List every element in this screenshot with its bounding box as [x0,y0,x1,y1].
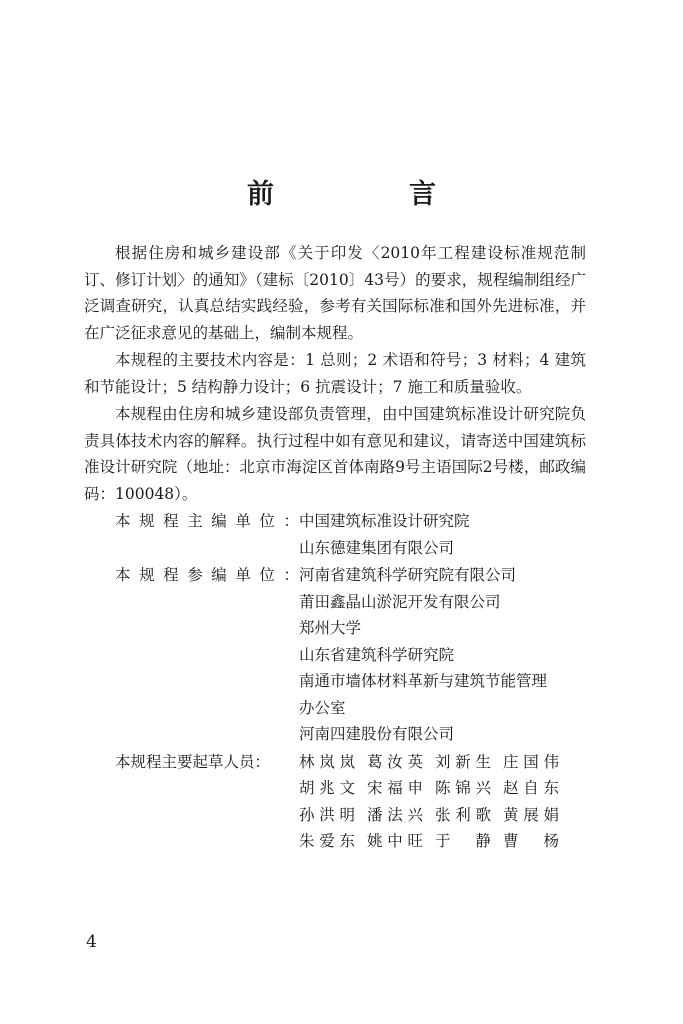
participant-unit: 河南四建股份有限公司 [299,725,455,743]
chief-editor-unit: 中国建筑标准设计研究院 [299,512,470,530]
drafters-label: 本规程主要起草人员： [115,752,271,771]
drafter-name: 宋福申 [367,779,423,797]
participants-block [84,562,586,748]
drafter-name: 姚中旺 [367,832,423,850]
drafter-name: 孙洪明 [299,805,355,824]
drafter-name: 胡兆文 [299,779,355,797]
drafters-list [299,749,571,855]
chief-editor-unit: 山东德建集团有限公司 [299,538,455,557]
participants-list [299,562,586,748]
drafter-name: 葛汝英 [367,752,423,771]
drafter-name: 于 静 [435,832,491,850]
drafter-name: 庄国伟 [503,752,559,771]
chief-editors-block [84,508,586,561]
chief-editors-label: 本规程主编单位： [115,512,299,530]
drafters-block [84,749,586,855]
drafter-name: 林岚岚 [299,752,355,771]
drafter-name: 黄展娟 [503,805,559,824]
participant-unit: 南通市墙体材料革新与建筑节能管理 [299,672,548,690]
participant-unit: 河南省建筑科学研究院有限公司 [299,566,517,584]
paragraph-contents: 本规程的主要技术内容是：1 总则；2 术语和符号；3 材料；4 建筑和节能设计；5 结构静力设计；6 抗震设计；7 施工和质量验收。 [84,351,586,396]
paragraph-management: 本规程由住房和城乡建设部负责管理，由中国建筑标准设计研究院负责具体技术内容的解释。执行过程中如有意见和建议，请寄送中国建筑标准设计研究院（地址：北京市海淀区首体南路9号主语国际2号楼，邮政编码：100048）。 [84,405,586,503]
drafter-name: 陈锦兴 [435,779,491,797]
drafter-name: 朱爱东 [299,832,355,850]
drafter-name: 潘法兴 [367,805,423,824]
participant-unit: 莆田鑫晶山淤泥开发有限公司 [299,592,501,611]
drafter-name: 刘新生 [435,752,491,771]
drafter-name: 曹 杨 [503,832,559,850]
drafter-name: 赵自东 [503,779,559,797]
page-title: 前 言 [247,179,490,210]
participant-unit: 郑州大学 [299,619,362,637]
preface-body [84,240,586,855]
chief-editors-list [299,508,586,561]
paragraph-intro: 根据住房和城乡建设部《关于印发〈2010年工程建设标准规范制订、修订计划〉的通知》（建标〔2010〕43号）的要求，规程编制组经广泛调查研究，认真总结实践经验，参考有关国际标准和国外先进标准，并在广泛征求意见的基础上，编制本规程。 [84,244,586,342]
drafter-name: 张利歌 [435,805,491,824]
participant-unit: 山东省建筑科学研究院 [299,645,455,664]
participants-label: 本规程参编单位： [115,566,299,584]
participant-unit: 办公室 [299,698,346,717]
page-number: 4 [86,932,97,952]
